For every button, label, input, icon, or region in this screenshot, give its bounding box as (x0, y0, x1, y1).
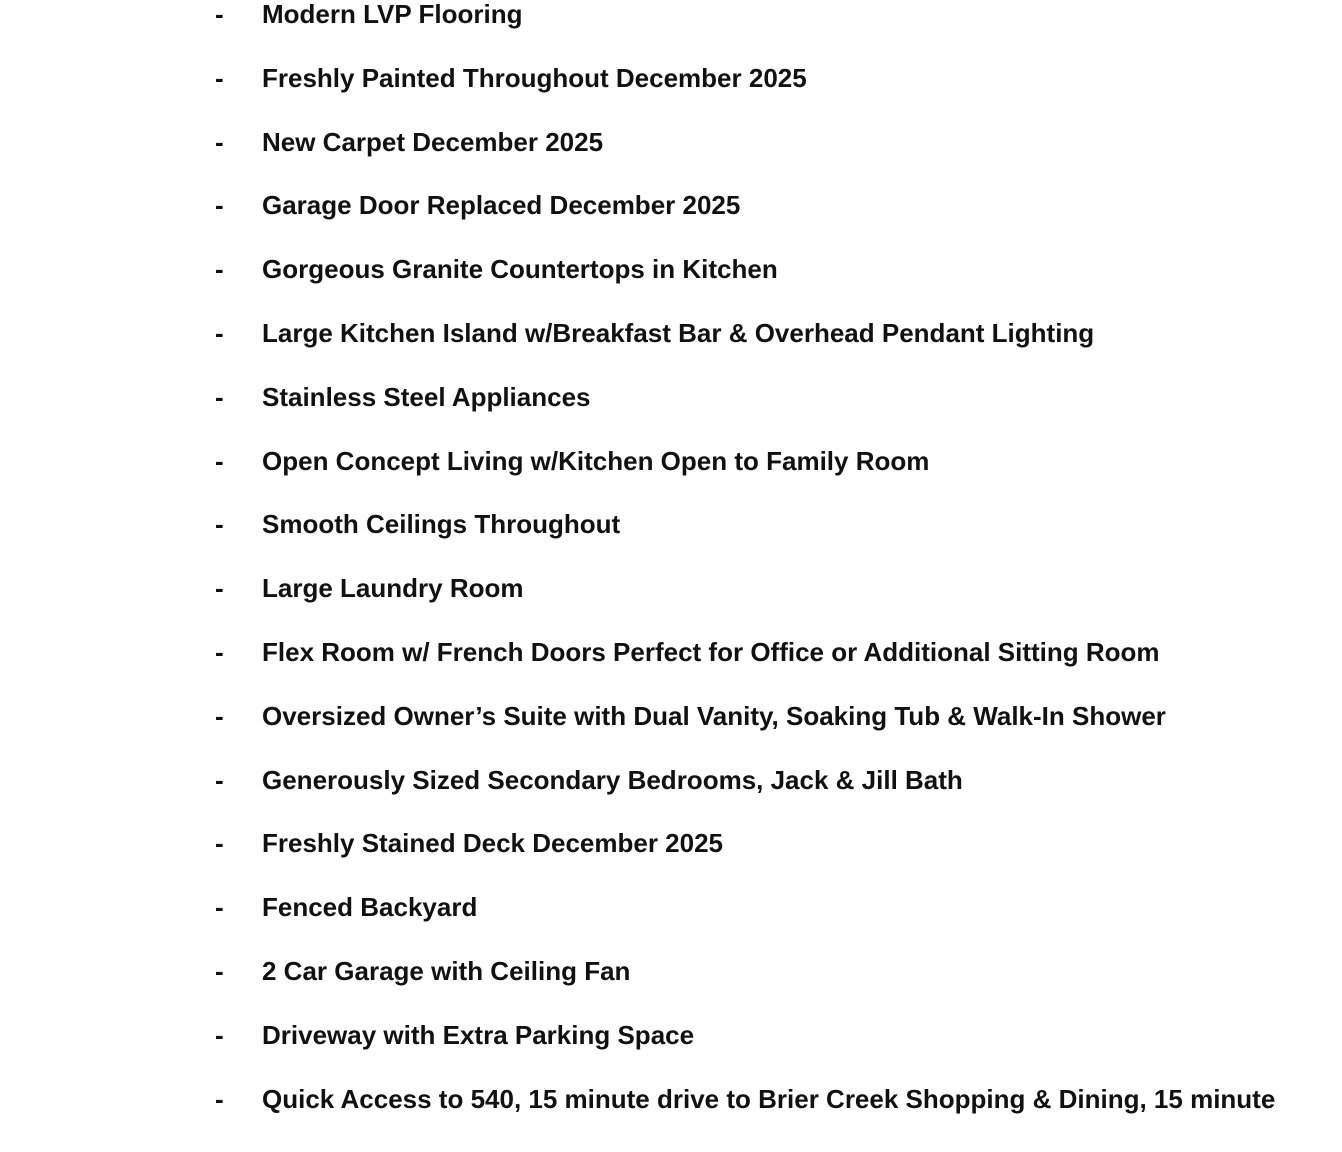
feature-text: Flex Room w/ French Doors Perfect for Office or Additional Sitting Room (262, 636, 1160, 667)
list-item (0, 816, 1342, 880)
dash-bullet: - (215, 190, 224, 221)
feature-text: Large Laundry Room (262, 573, 524, 604)
feature-text: Gorgeous Granite Countertops in Kitchen (262, 254, 778, 285)
list-item (0, 1008, 1342, 1072)
list-item (0, 434, 1342, 498)
dash-bullet: - (215, 892, 224, 923)
feature-text: Open Concept Living w/Kitchen Open to Family Room (262, 445, 930, 476)
list-item (0, 242, 1342, 306)
list-item (0, 178, 1342, 242)
feature-text: Large Kitchen Island w/Breakfast Bar & Overhead Pendant Lighting (262, 317, 1095, 348)
list-item (0, 1072, 1342, 1136)
dash-bullet: - (215, 126, 224, 157)
list-item (0, 306, 1342, 370)
feature-text: New Carpet December 2025 (262, 126, 604, 157)
dash-bullet: - (215, 381, 224, 412)
list-item (0, 51, 1342, 115)
list-item (0, 115, 1342, 179)
list-item (0, 880, 1342, 944)
feature-text: Driveway with Extra Parking Space (262, 1019, 695, 1050)
feature-text: Freshly Painted Throughout December 2025 (262, 62, 807, 93)
feature-text: Modern LVP Flooring (262, 0, 523, 29)
list-item (0, 944, 1342, 1008)
feature-text: Oversized Owner’s Suite with Dual Vanity, Soaking Tub & Walk-In Shower (262, 700, 1166, 731)
feature-text: Fenced Backyard (262, 892, 478, 923)
dash-bullet: - (215, 573, 224, 604)
list-item (0, 689, 1342, 753)
dash-bullet: - (215, 636, 224, 667)
list-item (0, 0, 1342, 51)
dash-bullet: - (215, 62, 224, 93)
list-item (0, 625, 1342, 689)
dash-bullet: - (215, 955, 224, 986)
feature-text: Quick Access to 540, 15 minute drive to Brier Creek Shopping & Dining, 15 minute (262, 1083, 1276, 1114)
feature-text: Stainless Steel Appliances (262, 381, 591, 412)
feature-text: Garage Door Replaced December 2025 (262, 190, 741, 221)
list-item (0, 561, 1342, 625)
dash-bullet: - (215, 0, 224, 29)
dash-bullet: - (215, 828, 224, 859)
dash-bullet: - (215, 254, 224, 285)
dash-bullet: - (215, 317, 224, 348)
list-item (0, 497, 1342, 561)
feature-text: Generously Sized Secondary Bedrooms, Jack & Jill Bath (262, 764, 963, 795)
list-item (0, 753, 1342, 817)
dash-bullet: - (215, 509, 224, 540)
feature-text: 2 Car Garage with Ceiling Fan (262, 955, 631, 986)
dash-bullet: - (215, 1019, 224, 1050)
list-item (0, 370, 1342, 434)
dash-bullet: - (215, 764, 224, 795)
dash-bullet: - (215, 1083, 224, 1114)
dash-bullet: - (215, 700, 224, 731)
dash-bullet: - (215, 445, 224, 476)
feature-text: Freshly Stained Deck December 2025 (262, 828, 724, 859)
feature-text: Smooth Ceilings Throughout (262, 509, 621, 540)
